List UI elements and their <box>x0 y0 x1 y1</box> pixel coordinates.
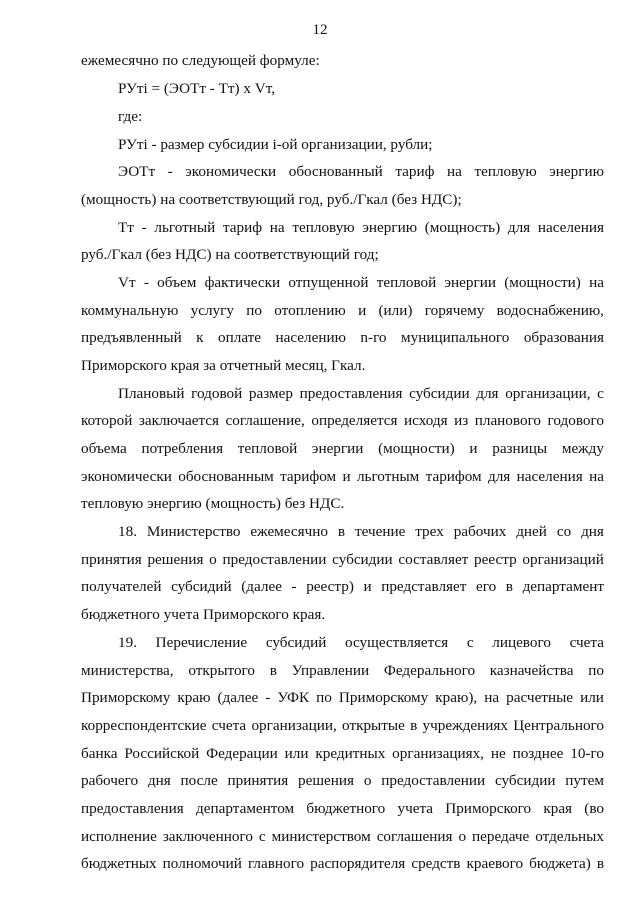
text-line: где: <box>118 108 143 125</box>
text-line: исполнение заключенного с министерством соглашения о передаче отдельных <box>81 828 604 845</box>
text-line: 19. Перечисление субсидий осуществляется с лицевого счета <box>118 634 604 651</box>
text-line: Тт - льготный тариф на тепловую энергию (мощность) для населения <box>118 219 604 236</box>
text-line: министерства, открытого в Управлении Федерального казначейства по <box>81 662 604 679</box>
text-line: ежемесячно по следующей формуле: <box>81 52 320 69</box>
text-line: рабочего дня после принятия решения о предоставлении субсидии путем <box>81 772 604 789</box>
text-line: ЭОТт - экономически обоснованный тариф на тепловую энергию <box>118 163 604 180</box>
text-line: бюджетного учета Приморского края. <box>81 606 326 623</box>
text-line: РУтi = (ЭОТт - Тт) х Vт, <box>118 80 276 97</box>
text-line: экономически обоснованным тарифом и льготным тарифом для населения на <box>81 468 604 485</box>
text-line: бюджетных полномочий главного распорядителя средств краевого бюджета) в <box>81 855 604 872</box>
text-line: объема потребления тепловой энергии (мощности) и разницы между <box>81 440 604 457</box>
text-line: предъявленный к оплате населению n-го муниципального образования <box>81 329 604 346</box>
text-line: корреспондентские счета организации, открытые в учреждениях Центрального <box>81 717 604 734</box>
text-line: принятия решения о предоставлении субсидии составляет реестр организаций <box>81 551 604 568</box>
page-number: 12 <box>312 22 328 38</box>
text-line: руб./Гкал (без НДС) на соответствующий год; <box>81 246 379 263</box>
text-line: 18. Министерство ежемесячно в течение трех рабочих дней со дня <box>118 523 604 540</box>
text-line: (мощность) на соответствующий год, руб./Гкал (без НДС); <box>81 191 462 208</box>
text-line: Плановый годовой размер предоставления субсидии для организации, с <box>118 385 604 402</box>
text-line: которой заключается соглашение, определяется исходя из планового годового <box>81 412 604 429</box>
text-line: РУтi - размер субсидии i-ой организации, рубли; <box>118 136 433 153</box>
text-line: коммунальную услугу по отоплению и (или) горячему водоснабжению, <box>81 302 604 319</box>
text-line: банка Российской Федерации или кредитных организациях, не позднее 10-го <box>81 745 604 762</box>
text-line: Приморскому краю (далее - УФК по Приморскому краю), на расчетные или <box>81 689 604 706</box>
text-line: Vт - объем фактически отпущенной тепловой энергии (мощности) на <box>118 274 604 291</box>
text-line: тепловую энергию (мощность) без НДС. <box>81 495 345 512</box>
text-line: Приморского края за отчетный месяц, Гкал. <box>81 357 366 374</box>
text-line: предоставления департаментом бюджетного учета Приморского края (во <box>81 800 604 817</box>
text-line: получателей субсидий (далее - реестр) и представляет его в департамент <box>81 578 604 595</box>
